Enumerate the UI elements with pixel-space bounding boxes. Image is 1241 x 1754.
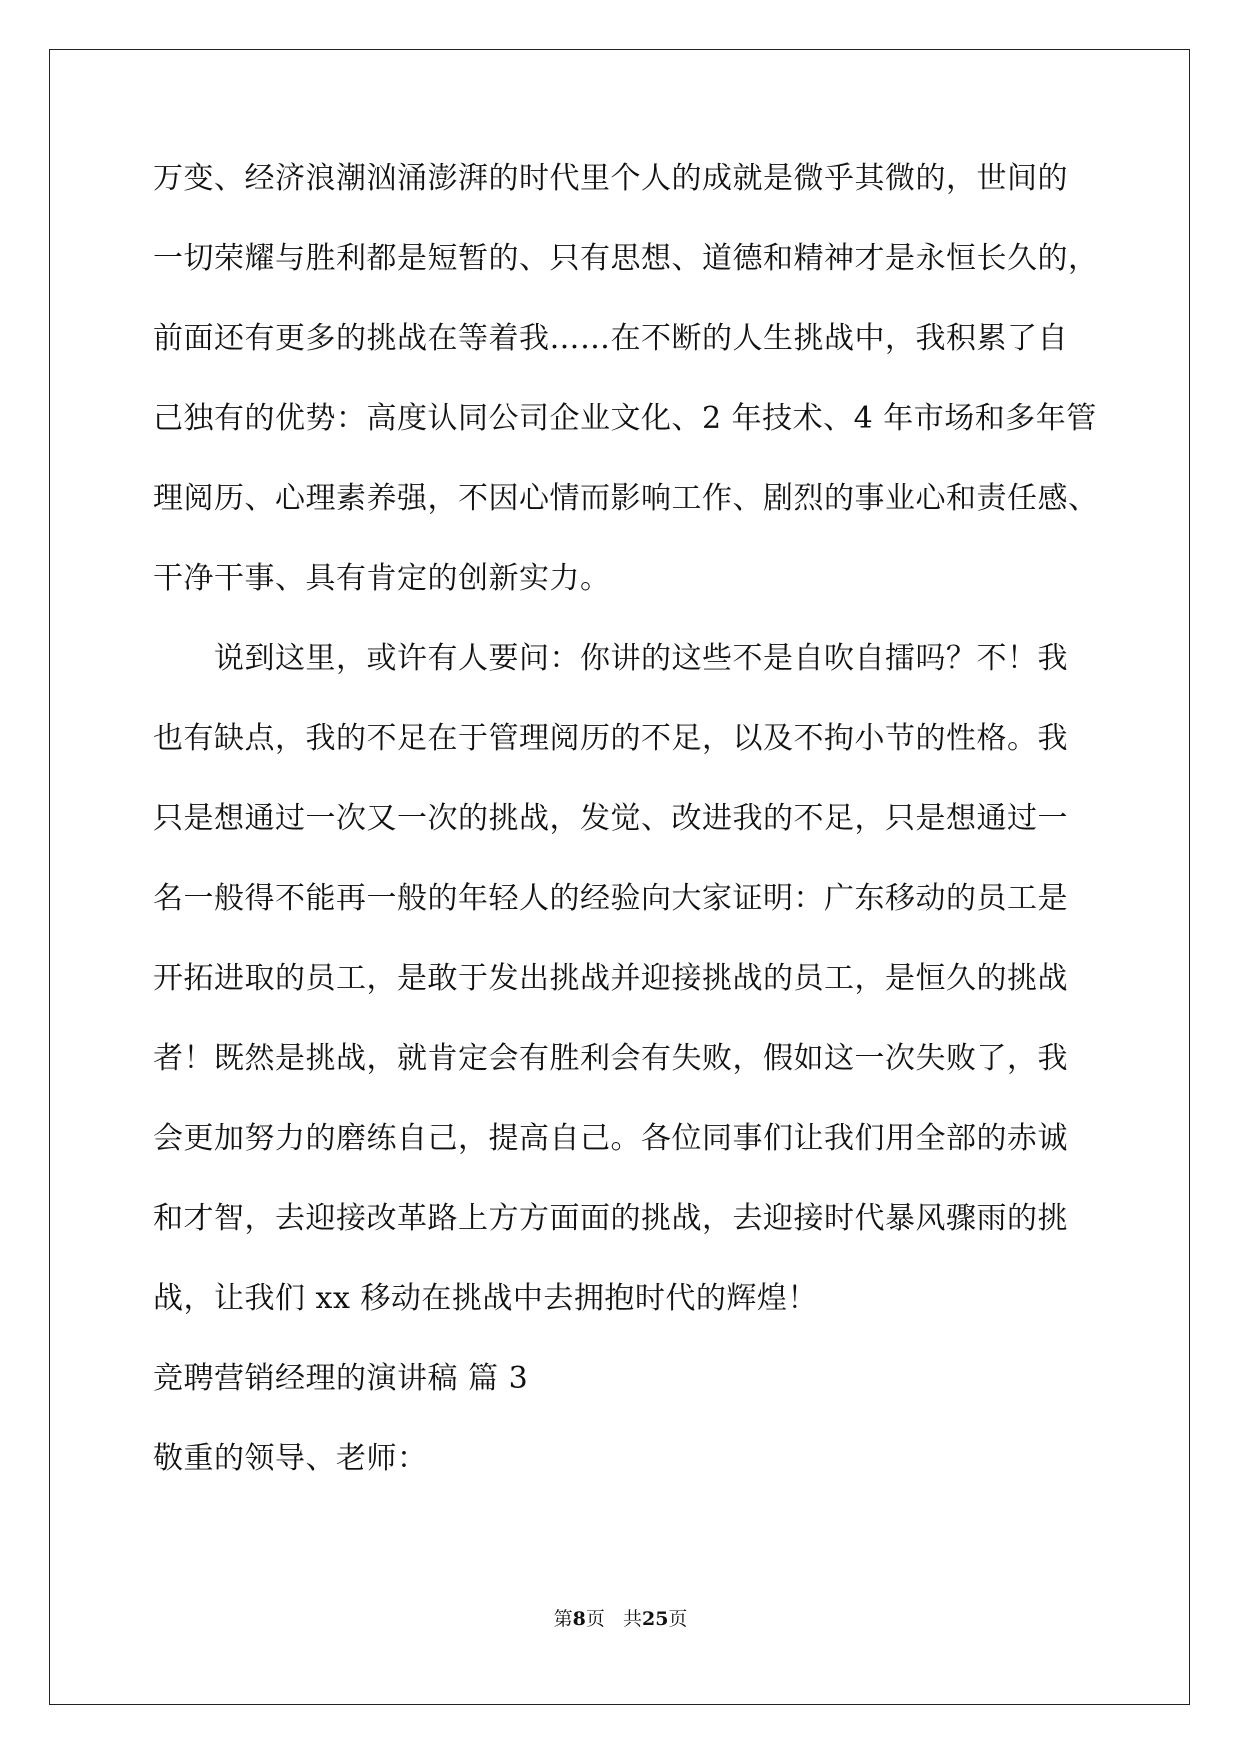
text-line: 一切荣耀与胜利都是短暂的、只有思想、道德和精神才是永恒长久的， (153, 241, 1099, 276)
text-line: 万变、经济浪潮汹涌澎湃的时代里个人的成就是微乎其微的，世间的 (153, 161, 1068, 196)
page-footer (0, 1604, 1241, 1631)
document-body (153, 161, 1113, 1524)
text-line: 和才智，去迎接改革路上方方面面的挑战，去迎接时代暴风骤雨的挑 (153, 1201, 1068, 1236)
text-line: 说到这里，或许有人要问：你讲的这些不是自吹自擂吗？不！我 (153, 641, 1068, 676)
text-line: 前面还有更多的挑战在等着我……在不断的人生挑战中，我积累了自 (153, 321, 1068, 356)
text-line: 理阅历、心理素养强，不因心情而影响工作、剧烈的事业心和责任感、 (153, 481, 1099, 516)
text-line: 己独有的优势：高度认同公司企业文化、2 年技术、4 年市场和多年管 (153, 401, 1097, 436)
text-line: 干净干事、具有肯定的创新实力。 (153, 561, 611, 596)
footer-page-suffix: 页 (585, 1608, 605, 1630)
text-line: 会更加努力的磨练自己，提高自己。各位同事们让我们用全部的赤诚 (153, 1121, 1068, 1156)
footer-total-prefix: 共 (622, 1608, 642, 1630)
section-heading: 竞聘营销经理的演讲稿 篇 3 (153, 1361, 529, 1396)
footer-total-suffix: 页 (668, 1608, 688, 1630)
text-line: 者！既然是挑战，就肯定会有胜利会有失败，假如这一次失败了，我 (153, 1041, 1068, 1076)
text-line: 名一般得不能再一般的年轻人的经验向大家证明：广东移动的员工是 (153, 881, 1068, 916)
text-line: 战，让我们 xx 移动在挑战中去拥抱时代的辉煌！ (153, 1281, 818, 1316)
total-pages: 25 (641, 1608, 669, 1630)
text-line: 只是想通过一次又一次的挑战，发觉、改进我的不足，只是想通过一 (153, 801, 1068, 836)
page-number: 8 (572, 1608, 586, 1630)
salutation: 敬重的领导、老师： (153, 1441, 428, 1476)
text-line: 开拓进取的员工，是敢于发出挑战并迎接挑战的员工，是恒久的挑战 (153, 961, 1068, 996)
text-line: 也有缺点，我的不足在于管理阅历的不足，以及不拘小节的性格。我 (153, 721, 1068, 756)
footer-prefix: 第 (553, 1608, 573, 1630)
